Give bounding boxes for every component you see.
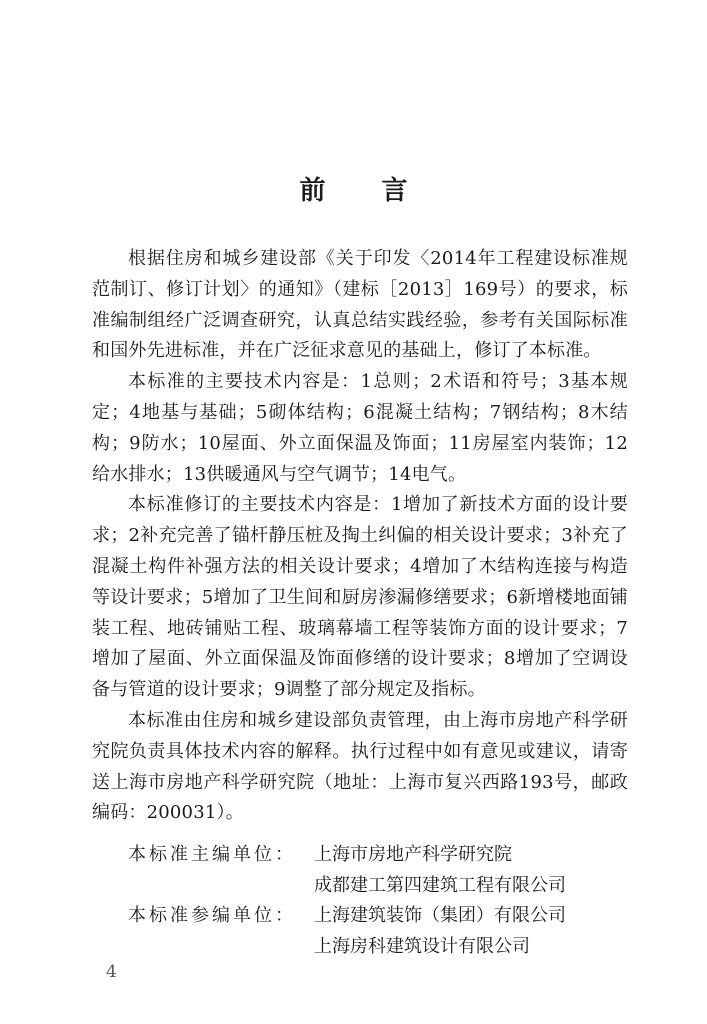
- page-title: [0, 170, 707, 207]
- paragraph-3: 本标准修订的主要技术内容是：1增加了新技术方面的设计要求；2补充完善了锚杆静压桩及掏土纠偏的相关设计要求；3补充了混凝土构件补强方法的相关设计要求；4增加了木结构连接与构造等设计要求；5增加了卫生间和厨房渗漏修缮要求；6新增楼地面铺装工程、地砖铺贴工程、玻璃幕墙工程等装饰方面的设计要求；7增加了屋面、外立面保温及饰面修缮的设计要求；8增加了空调设备与管道的设计要求；9调整了部分规定及指标。: [92, 494, 628, 701]
- title-char-1: 前: [299, 176, 326, 206]
- preface-body: [92, 244, 628, 829]
- paragraph-1: 根据住房和城乡建设部《关于印发〈2014年工程建设标准规范制订、修订计划〉的通知》（建标［2013］169号）的要求，标准编制组经广泛调查研究，认真总结实践经验，参考有关国际标准和国外先进标准，并在广泛征求意见的基础上，修订了本标准。: [92, 248, 628, 362]
- participating-editor-unit: 上海房科建筑设计有限公司: [314, 935, 530, 957]
- chief-editor-unit: 成都建工第四建筑工程有限公司: [314, 874, 566, 896]
- page-number: 4: [106, 962, 117, 982]
- participating-editor-group: [92, 901, 632, 962]
- chief-editor-label: 本标准主编单位：: [128, 844, 296, 865]
- participating-editor-label: 本标准参编单位：: [128, 905, 296, 926]
- chief-editor-group: [92, 840, 632, 901]
- editor-units: [92, 840, 632, 962]
- participating-editor-unit: 上海建筑装饰（集团）有限公司: [314, 905, 566, 926]
- chief-editor-unit: 上海市房地产科学研究院: [314, 844, 512, 865]
- title-char-2: 言: [381, 176, 408, 206]
- paragraph-4: 本标准由住房和城乡建设部负责管理，由上海市房地产科学研究院负责具体技术内容的解释。执行过程中如有意见或建议，请寄送上海市房地产科学研究院（地址：上海市复兴西路193号，邮政编码：200031）。: [92, 709, 628, 824]
- paragraph-2: 本标准的主要技术内容是：1总则；2术语和符号；3基本规定；4地基与基础；5砌体结构；6混凝土结构；7钢结构；8木结构；9防水；10屋面、外立面保温及饰面；11房屋室内装饰；12给水排水；13供暖通风与空气调节；14电气。: [92, 371, 628, 485]
